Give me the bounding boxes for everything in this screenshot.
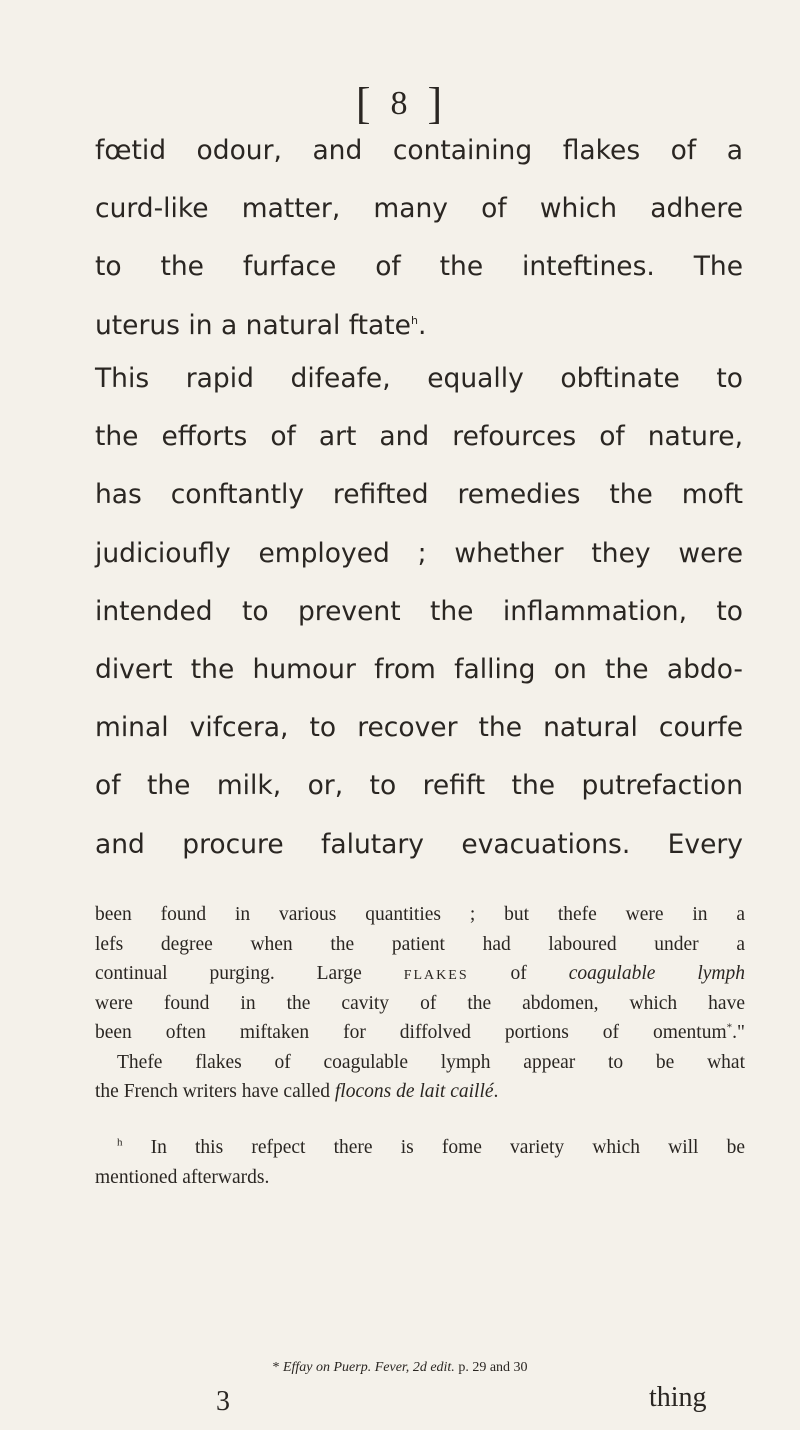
catchword: thing <box>649 1382 707 1413</box>
reference-pages: p. 29 and 30 <box>458 1360 528 1375</box>
signature-mark: 3 <box>216 1386 230 1417</box>
paragraph-continuation <box>95 122 743 355</box>
reference-note <box>0 1360 800 1376</box>
text-line: This rapid difeafe, equally obftinate to <box>95 363 743 394</box>
text-line: of the milk, or, to refift the putrefaction <box>95 770 743 802</box>
footnote-h <box>95 1133 745 1192</box>
footnote-line: $^h$ In this refpect there is fome variety which will be <box>117 1136 745 1158</box>
text-line: has conftantly refifted remedies the moft <box>95 479 743 511</box>
reference-edition: 2d edit. <box>412 1360 455 1375</box>
text-line: uterus in a natural ftate$^h$. <box>95 309 427 341</box>
footnote-line: were found in the cavity of the abdomen, which have <box>95 992 745 1014</box>
footnote-line: the French writers have called flocons de lait caillé. <box>95 1081 499 1102</box>
text-line: divert the humour from falling on the abdo- <box>95 654 743 686</box>
footnote-marker: h <box>117 1136 123 1149</box>
footnote-line: been found in various quantities ; but thefe were in a <box>95 904 745 925</box>
text-line: curd-like matter, many of which adhere <box>95 193 743 225</box>
paragraph-main <box>95 350 743 874</box>
close-bracket: ] <box>427 79 445 128</box>
text-line: to the furface of the inteftines. The <box>95 251 743 283</box>
footnote-line: lefs degree when the patient had laboured under a <box>95 933 745 955</box>
text-line: fœtid odour, and containing flakes of a <box>95 135 743 166</box>
reference-marker: * <box>726 1021 733 1034</box>
footnote-quotation <box>95 900 745 1107</box>
footnote-line: mentioned afterwards. <box>95 1166 270 1188</box>
text-line: judicioufly employed ; whether they were <box>95 537 743 569</box>
open-bracket: [ <box>355 79 373 128</box>
footnote-marker: h <box>410 313 418 327</box>
footnote-line: continual purging. Large flakes of coagulable lymph <box>95 963 745 984</box>
page-number-value: 8 <box>390 85 410 122</box>
reference-title: Effay on Puerp. Fever, <box>282 1360 410 1375</box>
reference-marker: * <box>272 1360 280 1375</box>
text-line: and procure falutary evacuations. Every <box>95 828 743 860</box>
footnote-line: Thefe flakes of coagulable lymph appear to be what <box>117 1051 745 1073</box>
text-line: intended to prevent the inflammation, to <box>95 595 743 627</box>
text-line: minal vifcera, to recover the natural courfe <box>95 712 743 744</box>
footnote-line: been often miftaken for diffolved portions of omentum*." <box>95 1021 745 1043</box>
text-line: the efforts of art and refources of nature, <box>95 421 743 453</box>
